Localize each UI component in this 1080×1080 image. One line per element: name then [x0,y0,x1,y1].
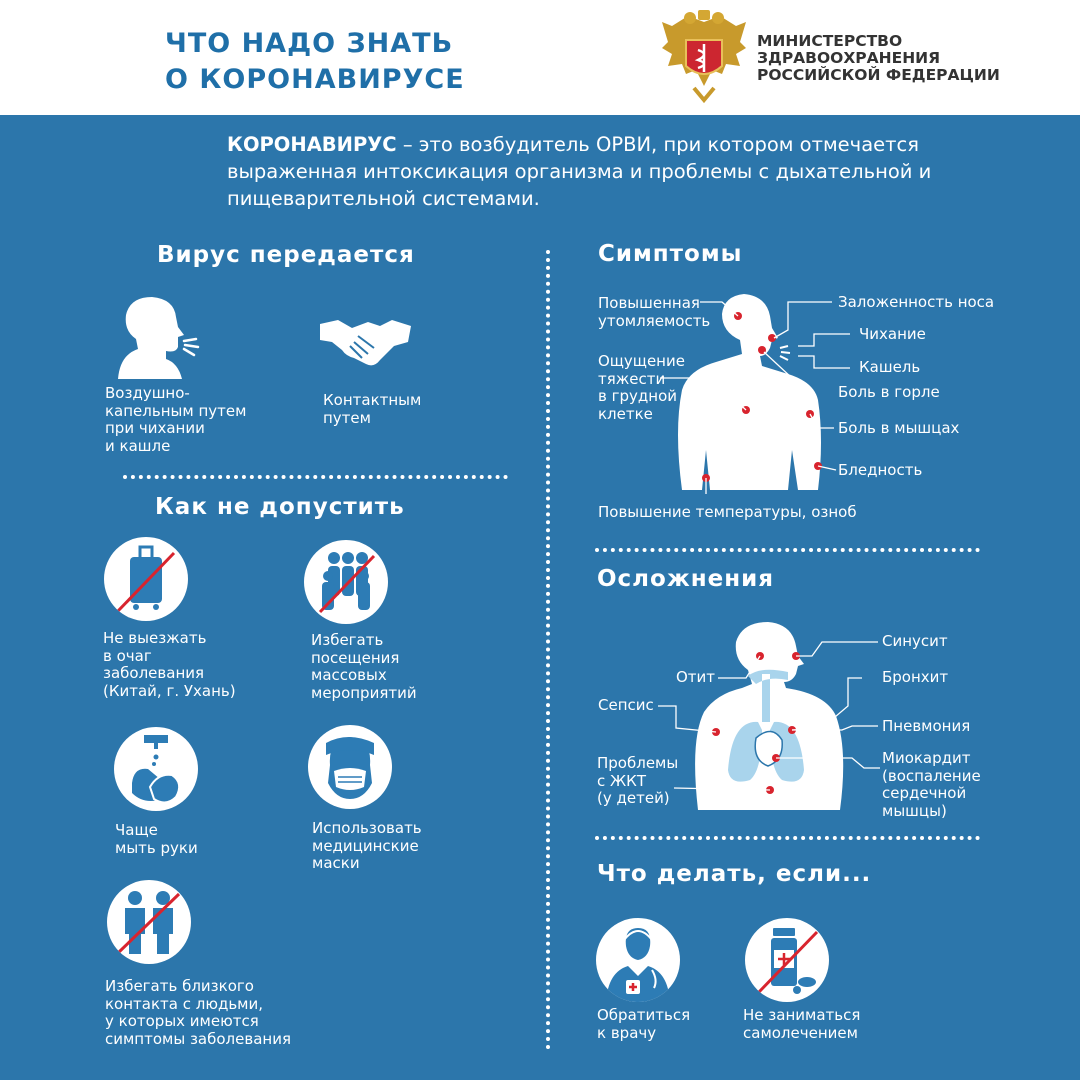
divider [123,475,508,479]
label-line: Проблемы [597,754,679,772]
airborne-caption [105,385,246,455]
crowd-icon [304,540,388,624]
caption-line: маски [312,854,360,872]
label-line: (воспаление [882,766,981,785]
symptom-sneeze: Чихание [859,325,926,343]
label-line: клетке [598,404,653,423]
caption-line: мероприятий [311,683,417,702]
travel-caption [103,630,236,700]
label-line: мышцы) [882,801,947,820]
caption-line: при чихании [105,419,205,437]
complication-pneumonia: Пневмония [882,717,971,735]
label-line: Ощущение [598,352,685,370]
ministry-line: РОССИЙСКОЙ ФЕДЕРАЦИИ [757,66,1000,84]
label-line: сердечной [882,784,967,802]
label-line: Миокардит [882,749,971,767]
doctor-icon [596,918,680,1002]
caption-line: симптомы заболевания [105,1029,291,1048]
caption-line: капельным путем [105,401,247,420]
caption-line: Не заниматься [743,1006,861,1024]
ministry-name [757,33,1000,84]
handwash-icon [114,727,198,811]
intro-lead: КОРОНАВИРУС [227,133,397,156]
label-line: утомляемость [598,311,711,330]
caption-line: к врачу [597,1023,657,1042]
crowds-caption [311,632,417,702]
label-line: Повышенная [598,294,700,312]
symptom-throat: Боль в горле [838,383,940,401]
symptom-muscles: Боль в мышцах [838,419,960,437]
complication-myocarditis [882,750,981,820]
section-title-complications: Осложнения [597,566,774,592]
caption-line: путем [323,408,371,427]
complication-sepsis: Сепсис [598,696,654,714]
label-line: (у детей) [597,789,670,807]
symptom-chest [598,353,685,423]
handshake-icon [318,312,413,372]
symptom-pallor: Бледность [838,461,923,479]
section-title-prevention: Как не допустить [155,494,405,520]
header [0,0,1080,115]
caption-line: мыть руки [115,838,198,857]
self-medication-caption [743,1007,860,1042]
label-line: с ЖКТ [597,771,646,790]
divider [595,548,980,552]
symptom-fatigue [598,295,710,330]
caption-line: Избегать близкого [105,977,254,995]
symptom-nose: Заложенность носа [838,293,995,311]
caption-line: посещения [311,648,400,667]
complication-otitis: Отит [676,668,716,686]
ministry-line: ЗДРАВООХРАНЕНИЯ [757,49,941,67]
vertical-divider [546,250,550,1050]
coat-of-arms-icon [658,8,750,104]
caption-line: Использовать [312,819,422,837]
page-title [165,26,465,98]
caption-line: Избегать [311,631,384,649]
symptom-cough: Кашель [859,358,921,376]
caption-line: Воздушно- [105,384,190,402]
complication-bronchitis: Бронхит [882,668,949,686]
label-line: в грудной [598,387,677,405]
wash-caption [115,822,198,857]
caption-line: у которых имеются [105,1012,259,1030]
caption-line: контакта с людьми, [105,994,264,1013]
contact-caption [323,392,421,427]
intro-body: – это возбудитель ОРВИ, при котором отмечается выраженная интоксикация организма и проблемы с дыхательной и пищеварительной системами. [227,133,932,210]
caption-line: Обратиться [597,1006,691,1024]
head-sneeze-icon [108,295,203,380]
title-line: О КОРОНАВИРУСЕ [165,64,465,95]
ministry-line: МИНИСТЕРСТВО [757,32,903,50]
masks-caption [312,820,422,873]
caption-line: самолечением [743,1023,858,1042]
title-line: ЧТО НАДО ЗНАТЬ [165,28,454,59]
caption-line: медицинские [312,836,419,855]
caption-line: в очаг [103,646,152,665]
doctor-caption [597,1007,690,1042]
complication-sinusitis: Синусит [882,632,948,650]
caption-line: массовых [311,666,387,684]
mask-icon [308,725,392,809]
no-contact-icon [107,880,191,964]
caption-line: заболевания [103,664,205,682]
caption-line: (Китай, г. Ухань) [103,681,236,700]
no-self-medication-icon [745,918,829,1002]
caption-line: Не выезжать [103,629,207,647]
intro-text [227,131,947,212]
caption-line: Чаще [115,821,158,839]
section-title-transmission: Вирус передается [157,242,415,268]
close-contact-caption [105,978,291,1048]
symptom-fever: Повышение температуры, озноб [598,503,857,521]
luggage-icon [104,537,188,621]
caption-line: Контактным [323,391,422,409]
divider [595,836,980,840]
label-line: тяжести [598,369,666,388]
section-title-what-to-do: Что делать, если... [597,861,872,887]
section-title-symptoms: Симптомы [598,241,743,267]
complication-gi [597,755,678,808]
caption-line: и кашле [105,436,171,455]
